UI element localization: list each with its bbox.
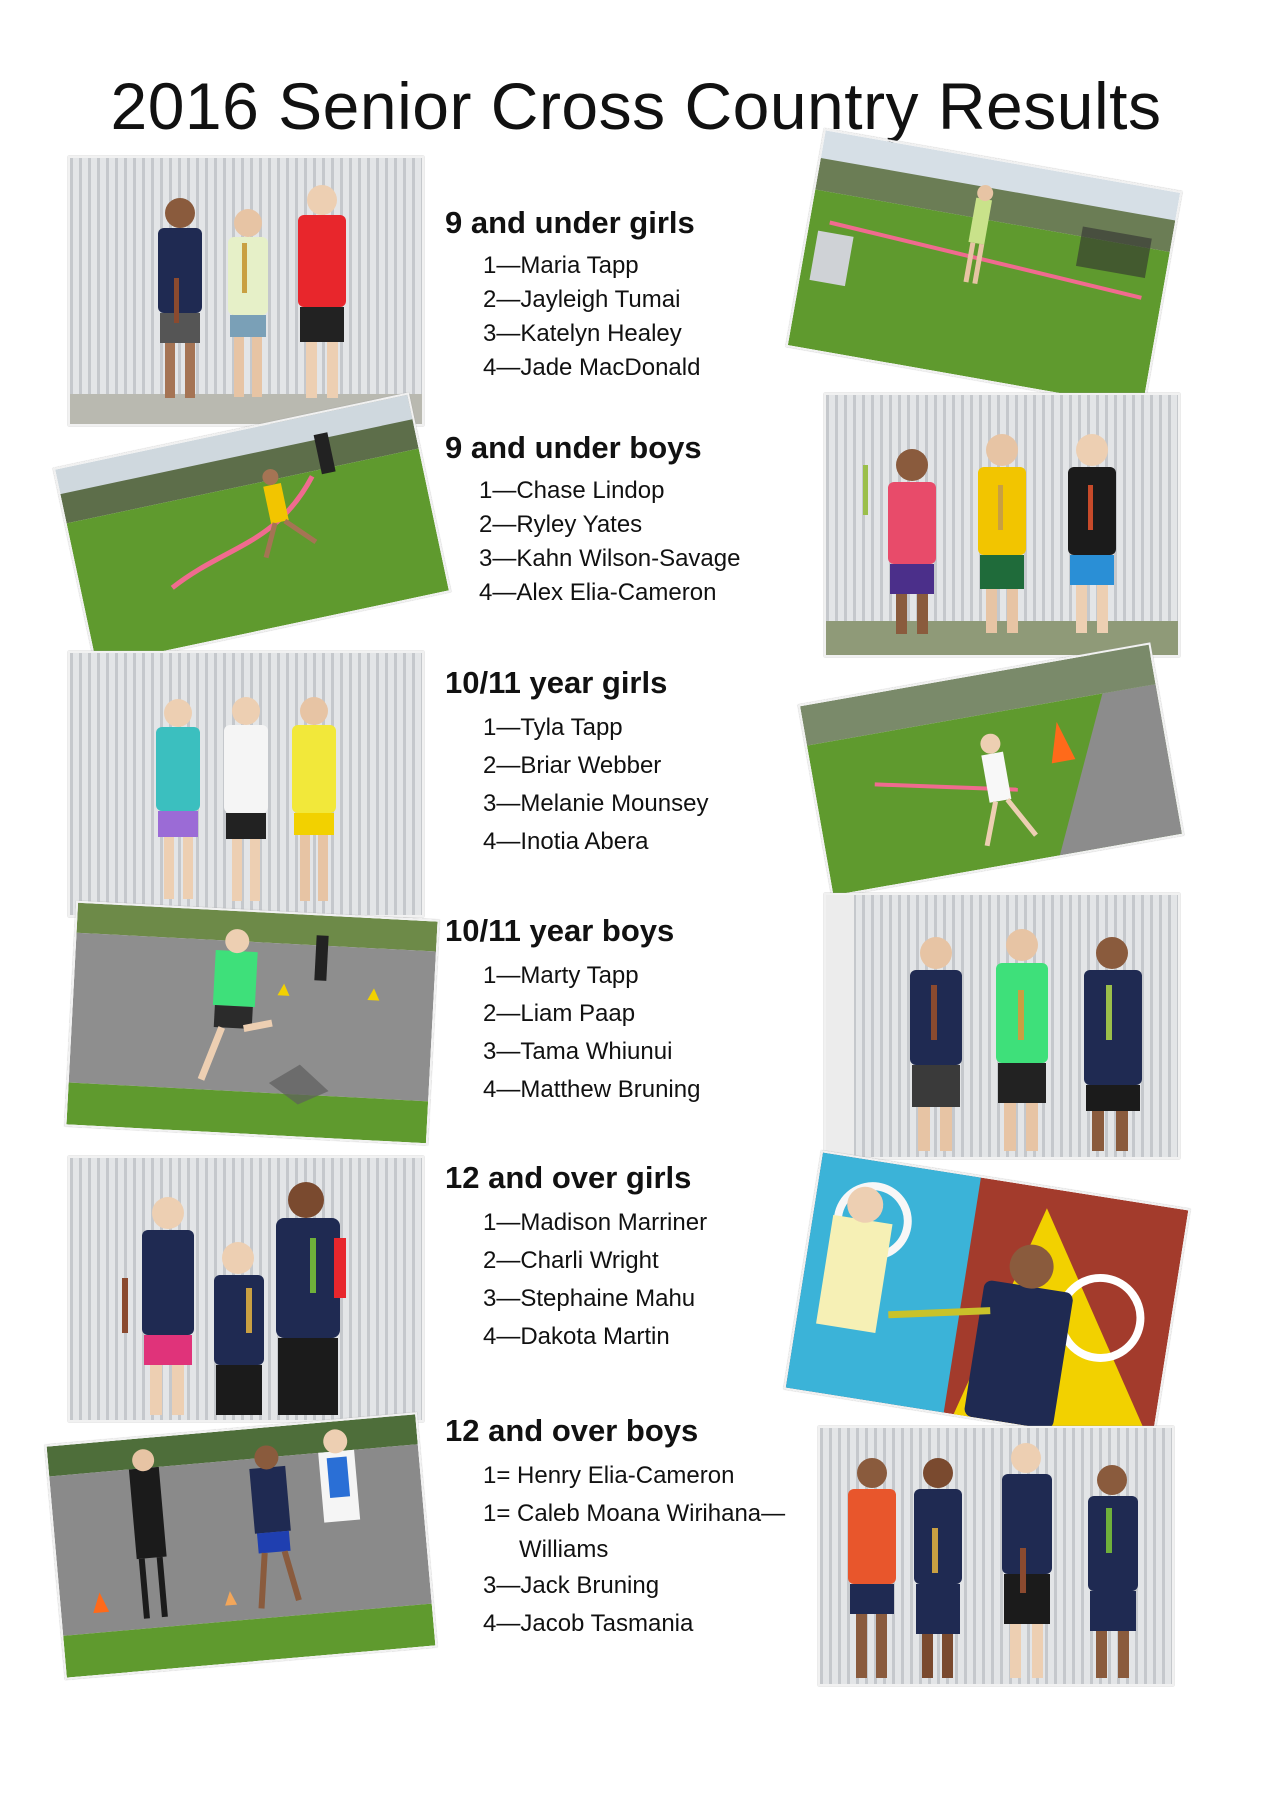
results-section-12-over-girls xyxy=(445,1160,825,1356)
result-item: 3—Jack Bruning xyxy=(483,1572,660,1599)
photo-10-11-girls-podium xyxy=(68,651,424,917)
photo-12-over-boys-running xyxy=(44,1412,437,1680)
result-item: 1—Tyla Tapp xyxy=(483,714,623,741)
result-item: 4—Jade MacDonald xyxy=(483,354,701,381)
section-heading: 9 and under boys xyxy=(445,430,702,465)
result-item: 1—Chase Lindop xyxy=(479,477,665,504)
section-heading: 12 and over boys xyxy=(445,1413,699,1448)
results-section-9-under-girls xyxy=(445,205,825,385)
result-item: 4—Jacob Tasmania xyxy=(483,1610,694,1637)
result-item: 1= Caleb Moana Wirihana— xyxy=(483,1500,786,1527)
result-item: 2—Ryley Yates xyxy=(479,511,643,538)
photo-9-under-boys-podium xyxy=(824,393,1180,657)
photo-12-over-girls-podium xyxy=(68,1156,424,1422)
result-item: 3—Katelyn Healey xyxy=(483,320,682,347)
result-item: 4—Alex Elia-Cameron xyxy=(479,579,717,606)
section-heading: 12 and over girls xyxy=(445,1160,692,1195)
photo-9-under-girls-podium xyxy=(68,156,424,426)
photo-10-11-boys-podium xyxy=(824,893,1180,1159)
result-item: 4—Inotia Abera xyxy=(483,828,649,855)
result-item: 2—Charli Wright xyxy=(483,1247,659,1274)
photo-12-over-girls-baton xyxy=(783,1150,1190,1448)
result-item: 2—Jayleigh Tumai xyxy=(483,286,681,313)
section-heading: 10/11 year boys xyxy=(445,913,675,948)
result-item: 1—Madison Marriner xyxy=(483,1209,708,1236)
page-title: 2016 Senior Cross Country Results xyxy=(110,69,1162,143)
photo-10-11-girls-finish xyxy=(798,642,1185,897)
results-section-12-over-boys xyxy=(445,1413,825,1643)
result-item: 3—Tama Whiunui xyxy=(483,1038,673,1065)
section-heading: 10/11 year girls xyxy=(445,665,668,700)
photo-9-under-boys-finish xyxy=(53,392,451,667)
result-item: 1—Maria Tapp xyxy=(483,252,639,279)
photo-9-under-girls-finish xyxy=(785,128,1182,410)
results-section-10-11-boys xyxy=(445,913,825,1109)
section-heading: 9 and under girls xyxy=(445,205,695,240)
result-item: 4—Dakota Martin xyxy=(483,1323,670,1350)
result-item-continuation: Williams xyxy=(519,1536,609,1563)
result-item: 1—Marty Tapp xyxy=(483,962,639,989)
result-item: 2—Liam Paap xyxy=(483,1000,636,1027)
photo-12-over-boys-podium xyxy=(818,1426,1174,1686)
result-item: 3—Melanie Mounsey xyxy=(483,790,709,817)
result-item: 1= Henry Elia-Cameron xyxy=(483,1462,735,1489)
result-item: 4—Matthew Bruning xyxy=(483,1076,701,1103)
photo-10-11-boys-running xyxy=(64,901,439,1146)
result-item: 2—Briar Webber xyxy=(483,752,662,779)
result-item: 3—Stephaine Mahu xyxy=(483,1285,696,1312)
results-section-9-under-boys xyxy=(445,430,825,610)
result-item: 3—Kahn Wilson-Savage xyxy=(479,545,741,572)
results-section-10-11-girls xyxy=(445,665,825,861)
